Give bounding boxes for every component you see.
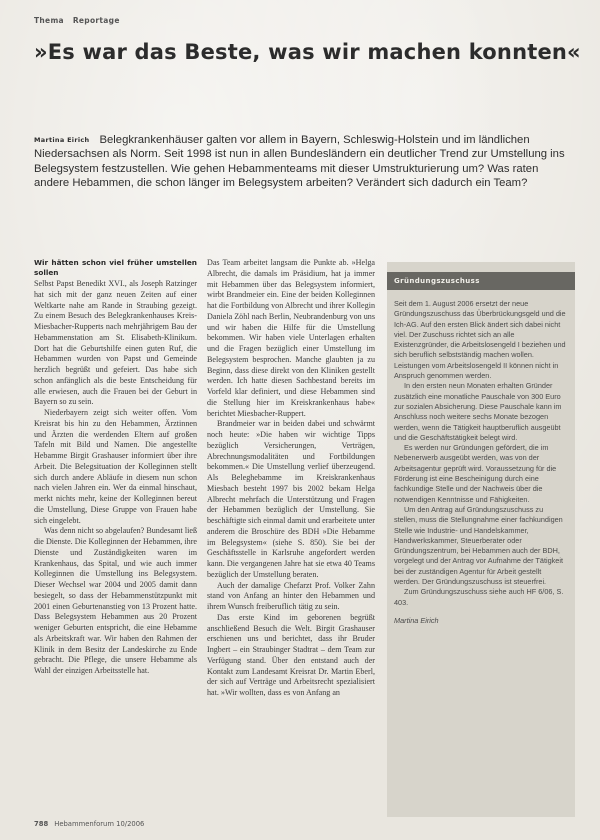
- author-name: Martina Eirich: [34, 136, 90, 144]
- info-paragraph: Seit dem 1. August 2006 ersetzt der neue Gründungszuschuss das Überbrückungsgeld und die Ich-AG. Auf den ersten Blick ändert sich dabei nicht viel. Der Zuschuss richtet sich an alle Existenzgründer, die Arbeitslosengeld I beziehen und sich beruflich selbstständig machen wollen. Leistungen vom Arbeitslosengeld II können nicht in Anspruch genommen werden.: [394, 299, 566, 381]
- info-box-signature: Martina Eirich: [394, 615, 439, 625]
- info-paragraph: In den ersten neun Monaten erhalten Gründer zusätzlich eine monatliche Pauschale von 300 Euro zur sozialen Absicherung. Diese Pauschale kann im Anschluss noch weitere sechs Monate bezogen werden, wenn die Tätigkeit hauptberuflich ausgeübt und die Geschäftstätigkeit belegt wird.: [394, 381, 562, 442]
- column-subhead: Wir hätten schon viel früher umstellen sollen: [34, 258, 197, 277]
- body-paragraph: Was denn nicht so abgelaufen? Bundesamt ließ die Dienste. Die Kolleginnen der Hebammen, ihre Dienste und Zuständigkeiten waren im Krankenhaus, das Spital, und wie auch immer Kolleginnen die Umstellung ins Belegsystem. Dieser Wechsel war 2004 und 2005 damit dann besiegelt, so dass der Hebammenstützpunkt mit 2001 einen Geburtenanstieg von 13 Prozent hatte. Dass Belegsystem Hebammen aus 20 Prozent weniger Geburten entspricht, die eine Hebamme als Arbeitskraft war. Wir haben den Rahmen der Klinik in dem Besitz der Landeskirche zu Ende gebracht. Die Pflege, die unsere Hebamme als Wahl der einzigen Arbeitsstelle hat.: [34, 526, 197, 675]
- body-paragraph: Das erste Kind im geborenen begrüßt anschließend Besuch die Welt. Birgit Grashauser erschienen uns und berichtet, dass ihr Bruder Ingbert – ein Straubinger Stadtrat – dem Team zur Verfügung stand. Über den entstand auch der Kontakt zum Landesamt Kreisrat Dr. Martin Eberl, der sich auf Verträge und Arbeitsrecht spezialisiert hat. »Wir wollten, dass es von Anfang an: [207, 612, 375, 697]
- body-column-1: [34, 258, 197, 677]
- body-paragraph: Selbst Papst Benedikt XVI., als Joseph Ratzinger hat sich mit der ganz neuen Zeiten auf einer Weltkarte nahe am Rande in Straubing gezeigt. Zu einem Besuch des Belegkrankenhauses Kreis-Miesbacher-Rupperts nach mehrjährigem Bau der Hebammenstation am St. Elisabeth-Klinikum. Dort hat die Geburtshilfe einen guten Ruf, die Hebammen wurden von Papst und Gemeinde herzlich begrüßt und gefeiert. Das habe sich schon anfänglich als die beste Entscheidung für alle erwiesen, auch die Frauen bei der Geburt in Bayern so zu sein.: [34, 279, 197, 407]
- section-label: Thema: [34, 16, 64, 25]
- page-footer: [34, 820, 144, 828]
- body-paragraph: Auch der damalige Chefarzt Prof. Volker Zahn stand von Anfang an hinter den Hebammen und ihrem Wunsch freiberuflich tätig zu sein.: [207, 580, 375, 611]
- article-lead: [34, 133, 574, 191]
- article-title: »Es war das Beste, was wir machen konnten«: [34, 40, 581, 64]
- info-paragraph: Um den Antrag auf Gründungszuschuss zu stellen, muss die Stellungnahme einer fachkundigen Stelle wie Industrie- und Handelskammer, Handwerkskammer, Steuerberater oder Gründungszentrum, bei Hebammen auch der BDH, vorgelegt und der Antrag vor Aufnahme der Tätigkeit bei der zuständigen Agentur für Arbeit gestellt werden. Der Gründungszuschuss ist steuerfrei.: [394, 504, 564, 587]
- info-box-heading: Gründungszuschuss: [387, 272, 575, 290]
- info-paragraph: Zum Gründungszuschuss siehe auch HF 6/06, S. 403.: [394, 587, 564, 607]
- journal-name: Hebammenforum 10/2006: [54, 820, 145, 828]
- info-paragraph: Es werden nur Gründungen gefördert, die im Nebenerwerb ausgeübt werden, was von der Arbeitsagentur geprüft wird. Voraussetzung für die Förderung ist eine Bescheinigung durch eine fachkundige Stelle und der Nachweis über die notwendigen Kenntnisse und Fähigkeiten.: [394, 443, 557, 504]
- lead-text: Belegkrankenhäuser galten vor allem in Bayern, Schleswig-Holstein und im ländlichen Niedersachsen als Norm. Seit 1998 ist nun in allen Bundesländern ein deutlicher Trend zur Umstellung ins Belegsystem festzustellen. Wie gehen Hebammenteams mit dieser Umstrukturierung um? Was raten andere Hebammen, die schon länger im Belegsystem arbeiten? Verändert sich dadurch ein Team?: [34, 134, 565, 190]
- body-paragraph: Niederbayern zeigt sich weiter offen. Vom Kreisrat bis hin zu den Hebammen, Ärztinnen und Ärzten die werdenden Eltern auf großen Tafeln mit Bild und Namen. Die angestellte Hebamme Birgit Grashauser informiert über ihre Arbeit. Die Belegsituation der Kolleginnen stellt sich durch andere Abläufe in diesem nun schon nach vielen Jahren ein. Wer da einmal hinschaut, merkt nichts mehr, keine der Kolleginnen bereut die Umstellung, Diese Gruppe von Frauen habe sich eingelebt.: [34, 408, 197, 525]
- info-box-body: [387, 290, 575, 626]
- body-paragraph: Brandmeier war in beiden dabei und schwärmt noch heute: »Die haben wir wichtige Tipps bezüglich Versicherungen, Verträgen, Abrechnungsmodalitäten und Fortbildungen bekommen.« Die Umstellung verlief überzeugend. Als Beleghebamme im Kreiskrankenhaus Miesbach besteht 1997 bis 2002 bekam Helga Albrecht mehrfach die Unterstützung und Fragen der Hebammen bezüglich der Umstellung. Sie beschäftigte sich einmal damit und erarbeitete unter anderem die Broschüre des BDH »Die Hebamme im Belegsystem« (siehe S. 850). Sie bei der Geschäftsstelle in Karlsruhe angefordert werden kann. Die vergangenen Jahre hat sie etwa 40 Teams bezüglich der Umstellung beraten.: [207, 419, 375, 579]
- body-column-2: [207, 258, 375, 699]
- subsection-label: Reportage: [72, 16, 120, 25]
- section-header: [34, 16, 120, 25]
- page-number: 788: [34, 820, 49, 828]
- info-box: [387, 262, 575, 817]
- body-paragraph: Das Team arbeitet langsam die Punkte ab. »Helga Albrecht, die damals im Präsidium, hat ja immer mit Hebammen über das Belegsystem informiert, wirbt Brandmeier ein. Eine der beiden Kolleginnen hat die Fortbildung von Albrecht und ihrer Kollegin Daniela Zöhl nach Berlin, Neubrandenburg von uns und wir haben die Hilfe für die Umstellung bekommen. Wir haben viele Unterlagen erhalten und die Fragen bezüglich einer Umstellung im Belegsystem besprochen. Manche glaubten ja zu Beginn, dass diese direkt von den Kliniken gestellt werden. Ich hatte diesen Sachbestand bereits im Vorfeld klar definiert, und diese Hebammen sind die Stellung hier im Kreiskrankenhaus habe« berichtet Miesbacher-Ruppert.: [207, 258, 375, 418]
